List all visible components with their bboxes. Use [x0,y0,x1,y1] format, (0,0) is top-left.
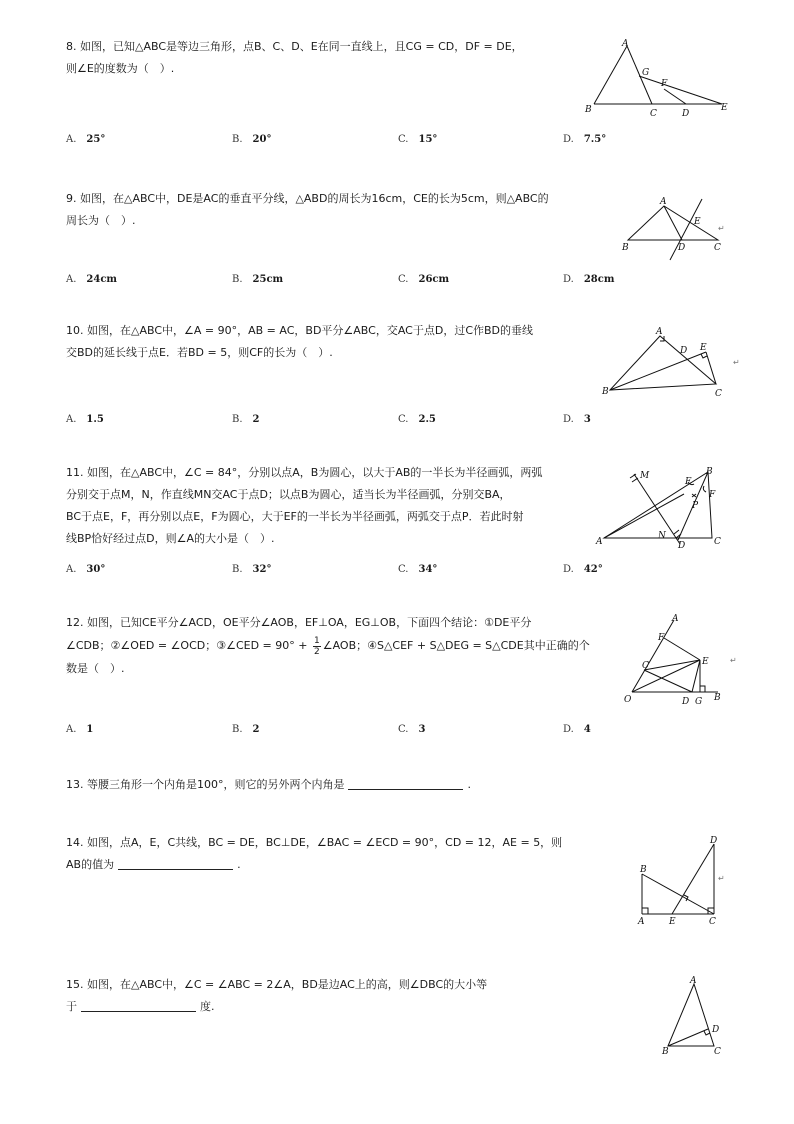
question-12-line2 [66,634,590,658]
q8-label-c: C [650,109,657,119]
option-value: 32° [252,564,272,575]
option-a[interactable] [66,414,104,425]
question-9-line1: 9. 如图，在△ABC中，DE是AC的垂直平分线，△ABD的周长为16cm，CE的长为5cm，则△ABC的 [66,192,549,205]
option-value: 15° [418,134,438,145]
option-b[interactable] [232,134,271,145]
answer-blank[interactable] [118,857,233,870]
question-12-line1: 12. 如图，已知CE平分∠ACD，OE平分∠AOB，EF⊥OA，EG⊥OB，下面四个结论：①DE平分 [66,616,532,629]
figure-q9 [620,194,730,260]
q11-label-e: E [685,477,692,487]
q14-label-d: D [710,836,718,846]
q10-label-c: C [715,389,722,399]
option-letter: B. [232,564,243,575]
option-letter: A. [66,134,77,145]
question-9-options [66,274,626,290]
option-a[interactable] [66,724,93,735]
q8-label-d: D [682,109,690,119]
q12-label-d: D [682,697,690,707]
question-13-line1 [66,774,471,796]
option-letter: D. [563,274,574,285]
q8-label-e: E [721,103,728,113]
option-letter: C. [398,564,409,575]
option-value: 7.5° [583,134,607,145]
figure-q8 [582,36,732,120]
question-8 [66,36,523,80]
q12-label-g: G [695,697,703,707]
fraction-numerator: 1 [313,635,320,646]
q12-label-e: E [702,657,709,667]
question-13-text: 13. 等腰三角形一个内角是100°，则它的另外两个内角是 [66,778,345,791]
q8-label-b: B [585,105,592,115]
option-value: 3 [418,724,426,735]
q14-label-c: C [709,917,716,927]
figure-q14 [634,834,726,926]
option-d[interactable] [563,274,614,285]
question-11 [66,462,542,550]
q9-label-c: C [714,243,721,253]
question-15 [66,974,487,1018]
option-value: 20° [252,134,272,145]
option-value: 25° [86,134,106,145]
q14-label-b: B [640,865,647,875]
q15-label-a: A [690,976,697,986]
q15-label-d: D [712,1025,720,1035]
q9-label-d: D [678,243,686,253]
q10-label-a: A [656,327,663,337]
fraction-denominator: 2 [313,646,320,657]
option-c[interactable] [398,724,425,735]
option-value: 26cm [418,274,450,285]
q15-label-b: B [662,1047,669,1057]
option-value: 24cm [86,274,117,285]
question-13 [66,774,471,796]
option-c[interactable] [398,414,436,425]
option-value: 4 [583,724,591,735]
question-8-line2: 则∠E的度数为（ ）. [66,62,175,75]
question-11-line2: 分别交于点M，N，作直线MN交AC于点D；以点B为圆心，适当长为半径画弧，分别交BA， [66,488,511,501]
question-14-line2 [66,854,562,876]
figure-q12 [622,612,728,708]
q8-label-g: G [642,68,650,78]
q9-label-e: E [694,217,701,227]
option-b[interactable] [232,564,271,575]
q10-label-b: B [602,387,609,397]
question-10-line2: 交BD的延长线于点E．若BD = 5，则CF的长为（ ）. [66,346,333,359]
option-letter: D. [563,724,574,735]
option-letter: A. [66,564,77,575]
q8-label-f: F [661,79,668,89]
option-b[interactable] [232,724,260,735]
q12-label-b: B [714,693,721,703]
question-9 [66,188,549,232]
question-14-end: . [237,858,241,871]
option-value: 2 [252,724,260,735]
figure-q10 [598,322,730,400]
q11-label-c: C [714,537,721,547]
option-letter: D. [563,134,574,145]
q12-label-a: A [672,614,679,624]
option-a[interactable] [66,564,105,575]
q10-label-e: E [700,343,707,353]
answer-blank[interactable] [81,999,196,1012]
option-letter: B. [232,414,243,425]
option-letter: C. [398,414,409,425]
question-12 [66,612,590,680]
question-9-line2: 周长为（ ）. [66,214,136,227]
return-mark: ↵ [718,874,725,883]
option-value: 1.5 [86,414,104,425]
question-13-end: . [467,778,471,791]
option-value: 34° [418,564,438,575]
q11-label-n: N [658,531,666,541]
option-letter: B. [232,274,243,285]
return-mark: ↵ [733,358,740,367]
q12-label-o: O [624,695,632,705]
option-letter: C. [398,724,409,735]
question-15-text: 于 [66,1000,77,1013]
question-12-line2-end: ∠AOB；④S△CEF + S△DEG = S△CDE其中正确的个 [322,639,590,652]
q14-label-a: A [638,917,645,927]
option-d[interactable] [563,134,606,145]
figure-q15 [660,974,732,1058]
option-value: 2.5 [418,414,436,425]
option-c[interactable] [398,564,437,575]
option-value: 30° [86,564,106,575]
question-12-options [66,724,626,740]
question-12-line3: 数是（ ）. [66,662,125,675]
q11-label-p: P [692,501,699,511]
return-mark: ↵ [718,224,725,233]
question-14-line1: 14. 如图，点A，E，C共线，BC = DE，BC⊥DE，∠BAC = ∠ECD = 90°，CD = 12，AE = 5，则 [66,836,563,849]
question-11-line1: 11. 如图，在△ABC中，∠C = 84°，分别以点A，B为圆心，以大于AB的一半长为半径画弧，两弧 [66,466,543,479]
q8-label-a: A [622,39,629,49]
option-c[interactable] [398,274,449,285]
option-letter: A. [66,414,77,425]
fraction [313,636,321,657]
option-b[interactable] [232,274,283,285]
option-value: 28cm [583,274,615,285]
q9-label-a: A [660,197,667,207]
q11-label-a: A [596,537,603,547]
option-a[interactable] [66,134,105,145]
option-d[interactable] [563,724,591,735]
question-8-options [66,134,626,150]
q10-label-d: D [680,346,688,356]
option-a[interactable] [66,274,117,285]
option-d[interactable] [563,414,591,425]
option-letter: A. [66,724,77,735]
question-10 [66,320,533,364]
question-15-line2 [66,996,487,1018]
option-value: 3 [583,414,591,425]
option-letter: D. [563,414,574,425]
q11-label-d: D [678,541,686,551]
option-value: 2 [252,414,260,425]
q9-label-b: B [622,243,629,253]
option-c[interactable] [398,134,437,145]
q12-label-f: F [658,633,665,643]
question-10-options [66,414,626,430]
option-letter: B. [232,134,243,145]
option-value: 1 [86,724,94,735]
question-11-line4: 线BP恰好经过点D，则∠A的大小是（ ）. [66,532,275,545]
option-letter: B. [232,724,243,735]
question-10-line1: 10. 如图，在△ABC中，∠A = 90°，AB = AC，BD平分∠ABC，交AC于点D，过C作BD的垂线 [66,324,534,337]
option-letter: A. [66,274,77,285]
question-14-text: AB的值为 [66,858,115,871]
figure-q11 [596,464,730,550]
option-value: 42° [583,564,603,575]
q15-label-c: C [714,1047,721,1057]
question-15-line1: 15. 如图，在△ABC中，∠C = ∠ABC = 2∠A，BD是边AC上的高，则∠DBC的大小等 [66,978,488,991]
q11-label-f: F [709,490,716,500]
question-15-end: 度. [200,1000,215,1013]
q14-label-e: E [669,917,676,927]
return-mark: ↵ [730,656,737,665]
q11-label-b: B [706,467,713,477]
option-b[interactable] [232,414,260,425]
question-11-line3: BC于点E，F，再分别以点E，F为圆心，大于EF的一半长为半径画弧，两弧交于点P．若此时射 [66,510,524,523]
q11-label-m: M [640,471,650,481]
question-11-options [66,564,626,580]
option-d[interactable] [563,564,603,575]
option-letter: C. [398,134,409,145]
question-14 [66,832,562,876]
q12-label-c: C [642,661,649,671]
question-12-line2-start: ∠CDB；②∠OED = ∠OCD；③∠CED = 90° + [66,639,311,652]
option-letter: D. [563,564,574,575]
option-letter: C. [398,274,409,285]
option-value: 25cm [252,274,284,285]
answer-blank[interactable] [348,777,463,790]
question-8-line1: 8. 如图，已知△ABC是等边三角形，点B、C、D、E在同一直线上，且CG = CD，DF = DE， [66,40,523,53]
